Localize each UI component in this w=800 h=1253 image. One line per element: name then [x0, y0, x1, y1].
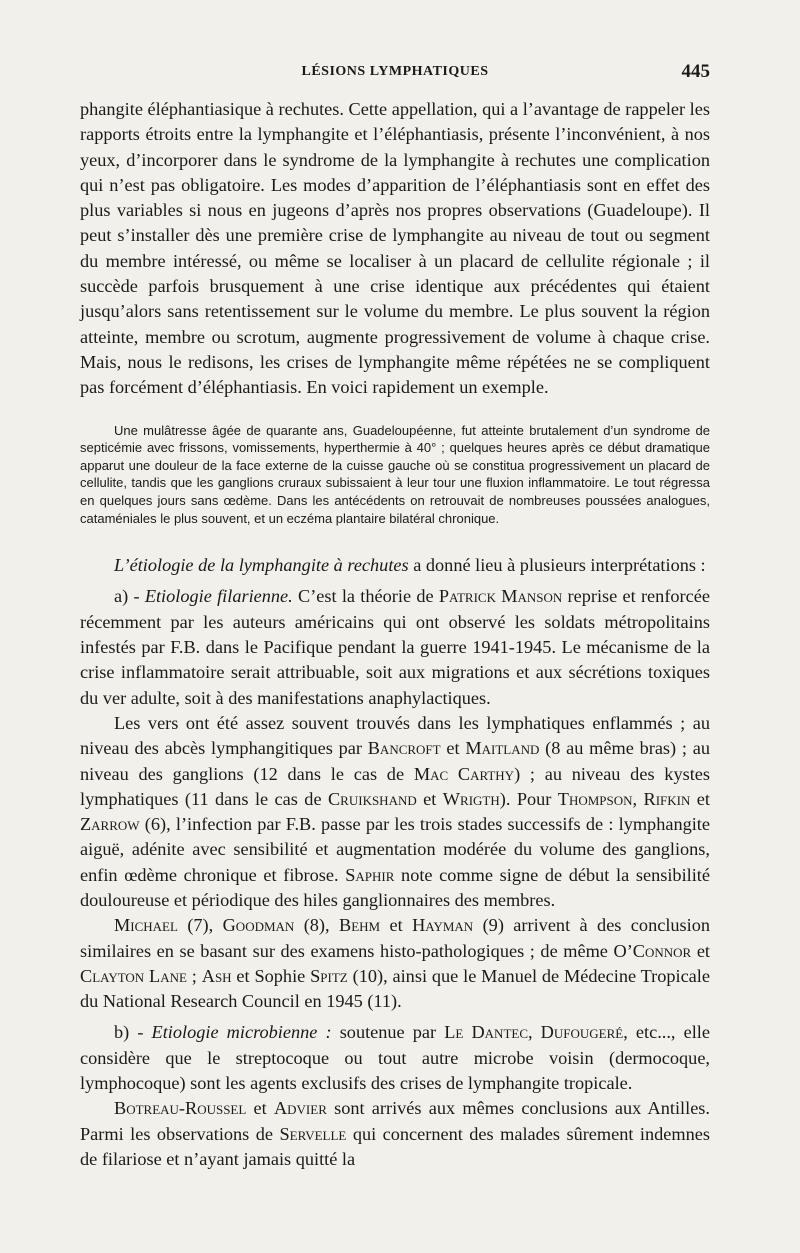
author-name: Saphir [345, 864, 395, 885]
section-a-text: reprise et renforcée récemment par les auteurs américains qui ont observé les soldats métropolitains infestés par F.B. dans le Pacifique pendant la guerre 1941-1945. Le mécanisme de la crise inflammatoire serait attribuable, soit aux migrations et aux sécrétions toxiques du ver adulte, soit à des manifestations anaphylactiques. [80, 586, 710, 708]
michael-text: et [691, 940, 711, 961]
author-name: Mac Carthy [413, 763, 515, 784]
michael-text: ; [186, 965, 202, 986]
vers-text: note comme signe de début la sensibilité douloureuse et périodique des hiles ganglionnaires des membres. [80, 864, 710, 910]
section-b-title: Etiologie microbienne : [151, 1022, 332, 1043]
botreau-text: qui concernent des malades sûrement indemnes de filariose et n’ayant jamais quitté la [80, 1123, 710, 1169]
section-b-text: , etc..., elle considère que le streptocoque ou tout autre microbe voisin (dermocoque, lymphocoque) sont les agents exclusifs des crises de lymphangite tropicale. [80, 1022, 711, 1094]
section-a-label: a) - [114, 586, 145, 607]
author-name: Goodman [222, 915, 295, 936]
body-text [80, 97, 710, 1172]
author-name: Wrigth [442, 788, 500, 809]
michael-paragraph [80, 913, 710, 1014]
author-name: Ash [201, 965, 232, 986]
section-a-title: Etiologie filarienne. [144, 586, 293, 607]
etiology-intro [80, 553, 710, 578]
vers-paragraph [80, 711, 710, 913]
author-name: Bancroft [367, 738, 441, 759]
botreau-text: et [246, 1098, 274, 1119]
section-b-label: b) - [114, 1022, 152, 1043]
vers-text: (6), l’infection par F.B. passe par les trois stades successifs de : lymphangite aiguë, adénite avec sensibilité et augmentation modérée du volume des ganglions, enfin œdème chronique et fibrose. [80, 814, 710, 885]
page-number: 445 [681, 61, 710, 82]
author-name: Zarrow [80, 814, 140, 835]
paragraph-continuation: phangite éléphantiasique à rechutes. Cette appellation, qui a l’avantage de rappeler les rapports étroits entre la lymphangite et l’éléphantiasis, présente l’inconvénient, à nos yeux, d’incorporer dans le syndrome de la lymphangite à rechutes une complication qui n’est pas obligatoire. Les modes d’apparition de l’éléphantiasis sont en effet des plus variables si nous en jugeons d’après nos propres observations (Guadeloupe). Il peut s’installer dès une première crise de lymphangite au niveau de tout ou segment du membre intéressé, ou même se localiser à un placard de cellulite régionale ; il succède parfois brusquement à une crise identique aux précédentes qui étaient jusqu’alors sans retentissement sur le volume du membre. Le plus souvent la région atteinte, membre ou scrotum, augmente progressivement de volume à chaque crise. Mais, nous le redisons, les crises de lymphangite même répétées ne se compliquent pas forcément d’éléphantiasis. En voici rapidement un exemple. [80, 99, 710, 398]
author-name: Michael [114, 915, 178, 936]
author-name: Spitz [310, 965, 348, 986]
author-name: Advier [273, 1098, 327, 1119]
vers-text: ). Pour [499, 788, 558, 809]
author-name: Maitland [465, 738, 540, 759]
case-note-text: Une mulâtresse âgée de quarante ans, Guadeloupéenne, fut atteinte brutalement d’un syndrome de septicémie avec frissons, vomissements, hyperthermie à 40° ; quelques heures après ce début dramatique apparut une douleur de la face externe de la cuisse gauche où se constitua progressivement un placard de cellulite, tandis que les ganglions cruraux subissaient à leur tour une fluxion inflammatoire. Le tout régressa en quelques jours sans œdème. Dans les antécédents on retrouvait de nombreuses poussées analogues, cataméniales le plus souvent, et un eczéma plantaire bilatéral chronique. [80, 422, 710, 526]
vers-text: et [690, 788, 710, 809]
michael-text: (9) arrivent à des conclusion similaires en se basant sur des examens histo-pathologiques ; de même [80, 915, 711, 961]
author-name: Le Dantec, Dufougeré [444, 1022, 624, 1043]
section-b-text: soutenue par [331, 1022, 445, 1043]
michael-text: (7), [177, 915, 223, 936]
vers-text: et [440, 738, 466, 759]
author-name: Thompson, Rifkin [557, 788, 691, 809]
author-name: Servelle [279, 1123, 347, 1144]
botreau-paragraph [80, 1096, 710, 1172]
author-name: Patrick Manson [438, 586, 563, 607]
author-name: Botreau-Roussel [114, 1098, 247, 1119]
michael-text: et Sophie [231, 965, 311, 986]
michael-text: et [380, 915, 413, 936]
etiology-intro-italic: L’étiologie de la lymphangite à rechutes [114, 555, 409, 576]
author-name: Hayman [412, 915, 474, 936]
author-name: Clayton Lane [80, 965, 187, 986]
author-name: O’Connor [613, 940, 692, 961]
vers-text: Les vers ont été assez souvent trouvés dans les lymphatiques enflammés ; au niveau des abcès lymphangitiques par [80, 712, 710, 759]
michael-text: (8), [294, 915, 339, 936]
case-note [80, 422, 710, 528]
vers-text: (8 au même bras) ; au niveau des ganglions (12 dans le cas de [80, 738, 710, 784]
author-name: Cruikshand [327, 788, 417, 809]
vers-text: et [416, 788, 443, 809]
etiology-intro-rest: a donné lieu à plusieurs interprétations : [408, 555, 706, 576]
section-b-paragraph [80, 1020, 710, 1096]
section-a-paragraph [80, 584, 710, 710]
vers-text: ) ; au niveau des kystes lymphatiques (11 dans le cas de [80, 763, 711, 809]
running-header [80, 61, 710, 88]
botreau-text: sont arrivés aux mêmes conclusions aux Antilles. Parmi les observations de [80, 1098, 710, 1144]
section-a-text: C’est la théorie de [292, 586, 439, 607]
michael-text: (10), ainsi que le Manuel de Médecine Tropicale du National Research Council en 1945 (11). [80, 965, 710, 1012]
running-title: LÉSIONS LYMPHATIQUES [301, 64, 489, 79]
author-name: Behm [339, 915, 381, 936]
